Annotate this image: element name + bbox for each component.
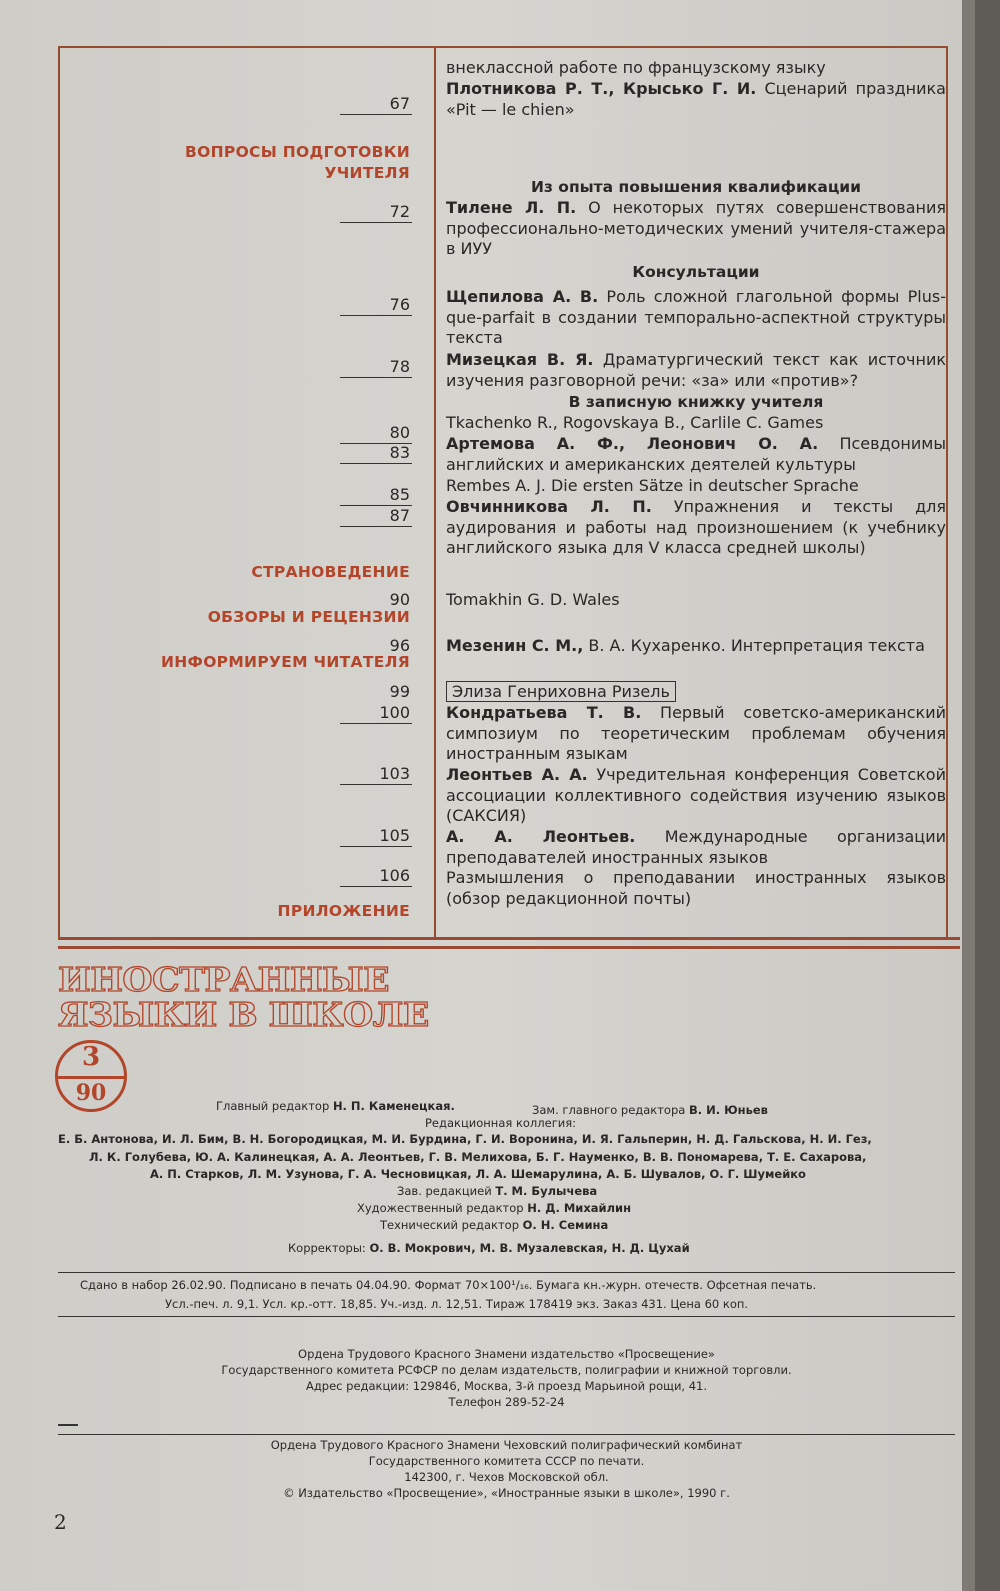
toc-entry-boxed-name: Элиза Генриховна Ризель — [446, 681, 676, 702]
toc-entry-author: А. А. Леонтьев. — [446, 827, 636, 846]
toc-entry — [446, 868, 946, 909]
toc-entry-text: Упражнения и тексты для аудирования и работы над произношением (к учебнику английского языка для V класса средней школы) — [446, 497, 946, 557]
name: Т. М. Булычева — [495, 1184, 598, 1198]
toc-entry-author: Щепилова А. В. — [446, 287, 599, 306]
name: В. И. Юньев — [688, 1103, 768, 1117]
toc-entry-text: Tkachenko R., Rogovskaya B., Carlile C. Games — [446, 413, 824, 432]
label: Корректоры: — [288, 1241, 366, 1255]
toc-entry-text: Tomakhin G. D. Wales — [446, 590, 620, 609]
toc-entry — [446, 590, 946, 611]
masthead-line2: ЯЗЫКИ В ШКОЛЕ — [58, 995, 429, 1034]
short-rule — [58, 1424, 78, 1426]
contents-divider — [434, 46, 436, 939]
publisher-line-1: Ордена Трудового Красного Знамени издательство «Просвещение» — [298, 1347, 715, 1361]
board-members-1: Е. Б. Антонова, И. Л. Бим, В. Н. Богородицкая, М. И. Бурдина, Г. И. Воронина, И. Я. Гальперин, Н. Д. Гальскова, Н. И. Гез, — [58, 1132, 872, 1146]
names: О. В. Мокрович, М. В. Музалевская, Н. Д. Цухай — [369, 1241, 690, 1255]
toc-entry-author: Плотникова Р. Т., Крысько Г. И. — [446, 79, 757, 98]
toc-page-number: 67 — [340, 94, 412, 115]
section-appendix: ПРИЛОЖЕНИЕ — [277, 902, 410, 920]
page-edge-shadow — [975, 0, 1000, 1591]
toc-page-number: 103 — [340, 764, 412, 785]
toc-entry — [446, 58, 946, 79]
issue-number: 3 — [81, 1042, 101, 1072]
page-number: 2 — [54, 1510, 67, 1534]
contents-rule-bottom — [58, 946, 960, 949]
toc-entry — [446, 703, 946, 765]
toc-page-number: 83 — [340, 443, 412, 464]
toc-entry-author: Мезенин С. М., — [446, 636, 584, 655]
toc-entry — [446, 434, 946, 475]
journal-masthead — [58, 962, 429, 1032]
section-reviews: ОБЗОРЫ И РЕЦЕНЗИИ — [207, 608, 410, 626]
toc-entry-author: Леонтьев А. А. — [446, 765, 588, 784]
label: Зав. редакцией — [397, 1184, 492, 1198]
print-data-1: Сдано в набор 26.02.90. Подписано в печать 04.04.90. Формат 70×100¹/₁₆. Бумага кн.-журн. отечеств. Офсетная печать. — [80, 1278, 817, 1292]
toc-entry — [446, 413, 946, 434]
toc-page-number: 76 — [340, 295, 412, 316]
toc-entry-text: Первый советско-американский симпозиум по теоретическим проблемам обучения иностранным языкам — [446, 703, 946, 763]
section-inform-reader: ИНФОРМИРУЕМ ЧИТАТЕЛЯ — [160, 653, 410, 671]
contents-rule-top — [58, 937, 960, 940]
toc-entry-author: Тилене Л. П. — [446, 198, 577, 217]
tech-editor-line — [380, 1217, 608, 1233]
chief-editor-line — [216, 1098, 455, 1114]
section-questions-line2: УЧИТЕЛЯ — [324, 164, 410, 182]
toc-entry-text: Международные организации преподавателей иностранных языков — [446, 827, 946, 867]
board-members-2: Л. К. Голубева, Ю. А. Калинецкая, А. А. Леонтьев, Г. В. Мелихова, Б. Г. Науменко, В. В. Пономарева, Т. Е. Сахарова, — [89, 1150, 867, 1164]
toc-entry-author: Овчинникова Л. П. — [446, 497, 652, 516]
printing-plant-address: 142300, г. Чехов Московской обл. — [404, 1470, 609, 1484]
divider — [58, 1434, 955, 1435]
label: Художественный редактор — [357, 1201, 524, 1215]
toc-page-number: 106 — [340, 866, 412, 887]
subheading-experience: Из опыта повышения квалификации — [530, 178, 862, 196]
publisher-line-2: Государственного комитета РСФСР по делам издательств, полиграфии и книжной торговли. — [221, 1363, 792, 1377]
toc-entry-text: О некоторых путях совершенствования профессионально-методических умений учителя-стажера в ИУУ — [446, 198, 947, 258]
printing-plant-1: Ордена Трудового Красного Знамени Чеховский полиграфический комбинат — [270, 1438, 743, 1452]
label: Технический редактор — [380, 1218, 519, 1232]
toc-entry — [446, 79, 946, 120]
section-country-studies: СТРАНОВЕДЕНИЕ — [251, 563, 410, 581]
toc-entry-text: Роль сложной глагольной формы Plus-que-parfait в создании темпорально-аспектной структуры текста — [446, 287, 946, 347]
toc-entry — [446, 827, 946, 868]
toc-entry-text: внеклассной работе по французскому языку — [446, 58, 826, 77]
name: О. Н. Семина — [522, 1218, 609, 1232]
subheading-consultations: Консультации — [632, 263, 760, 281]
publisher-address: Адрес редакции: 129846, Москва, 3-й проезд Марьиной рощи, 41. — [305, 1379, 708, 1393]
toc-entry-author: Мизецкая В. Я. — [446, 350, 594, 369]
toc-page-number: 78 — [340, 357, 412, 378]
masthead-line1: ИНОСТРАННЫЕ — [58, 960, 390, 999]
toc-entry-text: Rembes A. J. Die ersten Sätze in deutscher Sprache — [446, 476, 859, 495]
toc-entry-text: Сценарий праздника «Pit — le chien» — [446, 79, 946, 119]
toc-entry — [446, 765, 946, 827]
toc-entry-author: Артемова А. Ф., Леонович О. А. — [446, 434, 819, 453]
proofreaders-line — [288, 1240, 690, 1256]
toc-entry-author: Кондратьева Т. В. — [446, 703, 642, 722]
toc-entry — [446, 636, 946, 657]
art-editor-line — [357, 1200, 631, 1216]
office-head-line — [397, 1183, 597, 1199]
toc-entry — [446, 287, 946, 349]
subheading-notebook: В записную книжку учителя — [568, 393, 824, 411]
toc-entry — [446, 476, 946, 497]
toc-page-number: 90 — [389, 590, 410, 609]
publisher-phone: Телефон 289-52-24 — [448, 1395, 565, 1409]
toc-page-number: 80 — [340, 423, 412, 444]
toc-entry-text: Драматургический текст как источник изучения разговорной речи: «за» или «против»? — [446, 350, 947, 390]
toc-page-number: 99 — [389, 682, 410, 701]
toc-page-number: 72 — [340, 202, 412, 223]
toc-entry — [446, 497, 946, 559]
toc-entry-text: В. А. Кухаренко. Интерпретация текста — [583, 636, 925, 655]
divider — [58, 1272, 955, 1273]
toc-entry-text: Учредительная конференция Советской ассоциации коллективного содействия изучению языков (САКСИЯ) — [446, 765, 946, 825]
toc-page-number: 105 — [340, 826, 412, 847]
printing-plant-2: Государственного комитета СССР по печати. — [368, 1454, 645, 1468]
toc-page-number: 100 — [340, 703, 412, 724]
toc-entry-text: Псевдонимы английских и американских деятелей культуры — [446, 434, 946, 474]
board-label: Редакционная коллегия: — [425, 1116, 577, 1130]
label: Зам. главного редактора — [532, 1103, 686, 1117]
section-questions — [185, 142, 410, 184]
name: Н. Д. Михайлин — [527, 1201, 632, 1215]
issue-year: 90 — [75, 1080, 107, 1106]
name: Н. П. Каменецкая. — [332, 1099, 455, 1113]
section-questions-line1: ВОПРОСЫ ПОДГОТОВКИ — [185, 143, 410, 161]
divider — [58, 1316, 955, 1317]
toc-entry — [446, 198, 946, 260]
label: Главный редактор — [216, 1099, 330, 1113]
toc-page-number: 85 — [340, 485, 412, 506]
toc-entry-text: Размышления о преподавании иностранных языков (обзор редакционной почты) — [446, 868, 946, 908]
toc-page-number: 96 — [389, 636, 410, 655]
print-data-2: Усл.-печ. л. 9,1. Усл. кр.-отт. 18,85. Уч.-изд. л. 12,51. Тираж 178419 экз. Заказ 431. Цена 60 коп. — [165, 1297, 749, 1311]
toc-page-number: 87 — [340, 506, 412, 527]
copyright: © Издательство «Просвещение», «Иностранные языки в школе», 1990 г. — [283, 1486, 730, 1500]
toc-entry — [446, 350, 946, 391]
board-members-3: А. П. Старков, Л. М. Узунова, Г. А. Чесновицкая, Л. А. Шемарулина, А. Б. Шувалов, О. Г. Шумейко — [150, 1167, 806, 1181]
toc-entry — [446, 682, 946, 703]
